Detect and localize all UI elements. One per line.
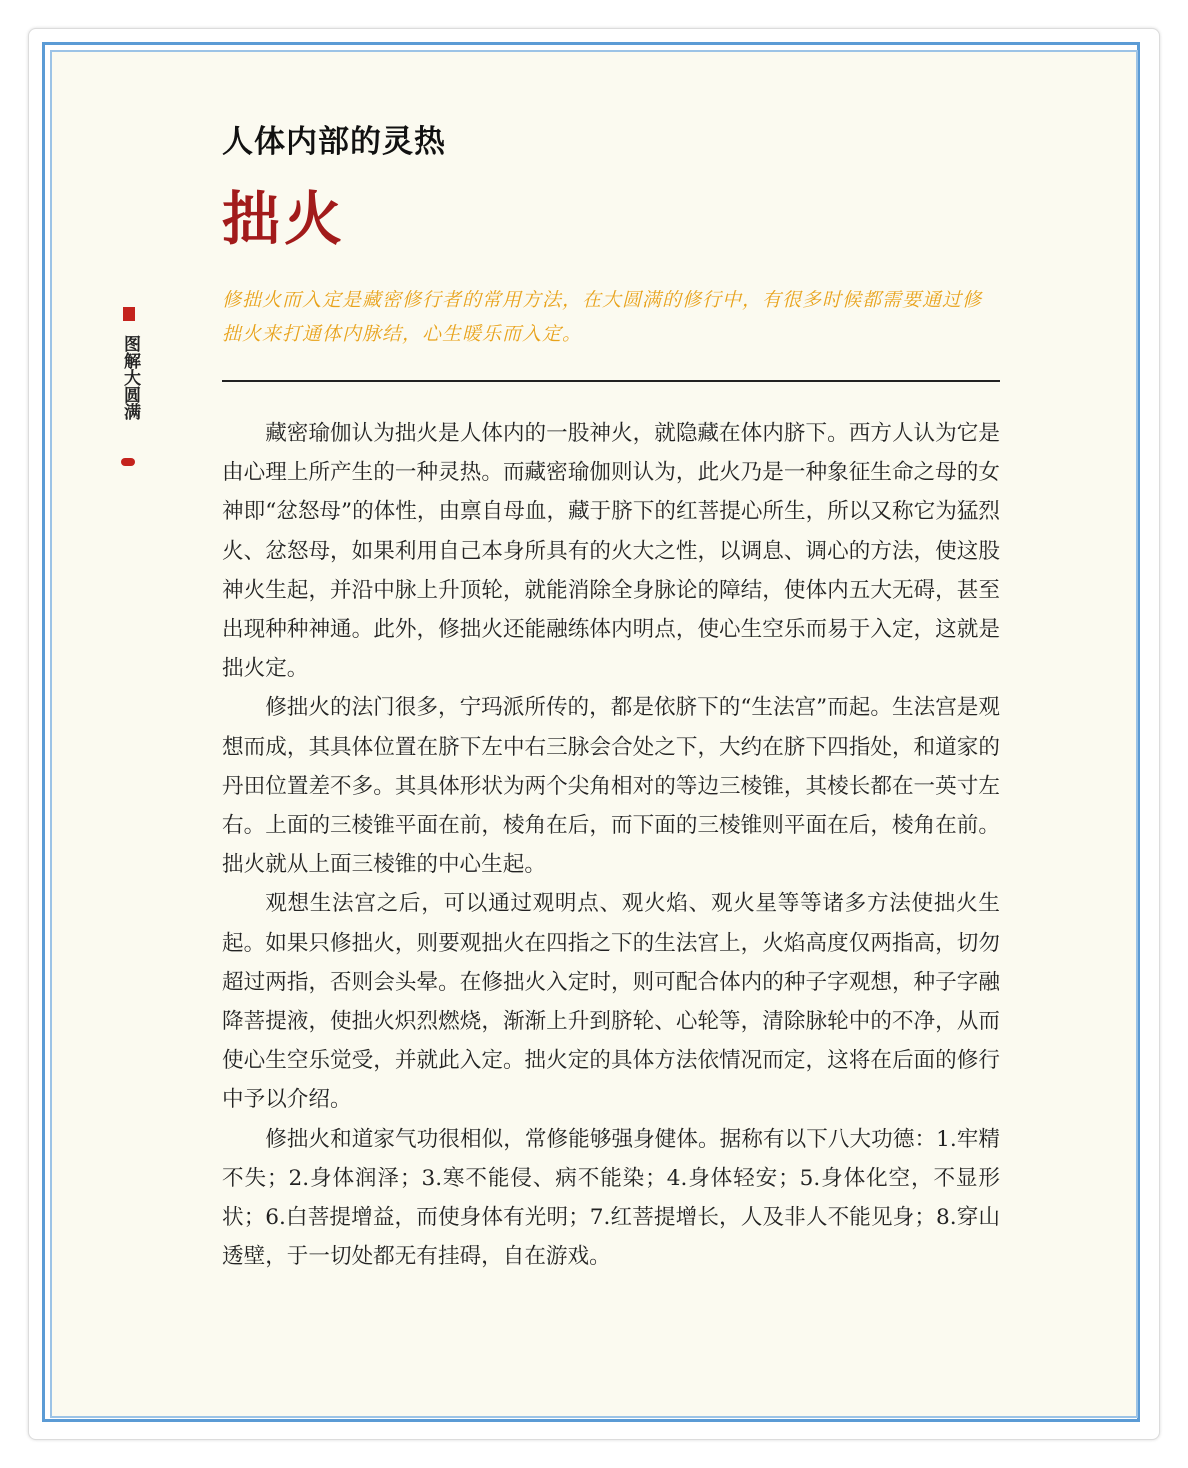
article-body	[222, 414, 1000, 1276]
paragraph: 观想生法宫之后，可以通过观明点、观火焰、观火星等等诸多方法使拙火生起。如果只修拙火，则要观拙火在四指之下的生法宫上，火焰高度仅两指高，切勿超过两指，否则会头晕。在修拙火入定时，则可配合体内的种子字观想，种子字融降菩提液，使拙火炽烈燃烧，渐渐上升到脐轮、心轮等，清除脉轮中的不净，从而使心生空乐觉受，并就此入定。拙火定的具体方法依情况而定，这将在后面的修行中予以介绍。	[222, 891, 1000, 1113]
page-title: 拙火	[222, 185, 347, 253]
side-marker-bottom	[121, 458, 135, 466]
side-marker-top	[123, 307, 135, 321]
intro-text: 修拙火而入定是藏密修行者的常用方法，在大圆满的修行中，有很多时候都需要通过修拙火来打通体内脉结，心生暖乐而入定。	[222, 289, 983, 345]
divider-rule	[222, 380, 1000, 382]
paragraph: 修拙火的法门很多，宁玛派所传的，都是依脐下的“生法宫”而起。生法宫是观想而成，其具体位置在脐下左中右三脉会合处之下，大约在脐下四指处，和道家的丹田位置差不多。其具体形状为两个尖角相对的等边三棱锥，其棱长都在一英寸左右。上面的三棱锥平面在前，棱角在后，而下面的三棱锥则平面在后，棱角在前。拙火就从上面三棱锥的中心生起。	[222, 695, 1000, 878]
side-book-label: 图解大圆满	[120, 335, 140, 420]
paragraph: 藏密瑜伽认为拙火是人体内的一股神火，就隐藏在体内脐下。西方人认为它是由心理上所产生的一种灵热。而藏密瑜伽则认为，此火乃是一种象征生命之母的女神即“忿怒母”的体性，由禀自母血，藏于脐下的红菩提心所生，所以又称它为猛烈火、忿怒母，如果利用自己本身所具有的火大之性，以调息、调心的方法，使这股神火生起，并沿中脉上升顶轮，就能消除全身脉论的障结，使体内五大无碍，甚至出现种种神通。此外，修拙火还能融练体内明点，使心生空乐而易于入定，这就是拙火定。	[222, 421, 1000, 682]
paragraph: 修拙火和道家气功很相似，常修能够强身健体。据称有以下八大功德：1.牢精不失；2.身体润泽；3.寒不能侵、病不能染；4.身体轻安；5.身体化空，不显形状；6.白菩提增益，而使身体有光明；7.红菩提增长，人及非人不能见身；8.穿山透壁，于一切处都无有挂碍，自在游戏。	[222, 1126, 1000, 1270]
page-subtitle: 人体内部的灵热	[222, 124, 446, 160]
